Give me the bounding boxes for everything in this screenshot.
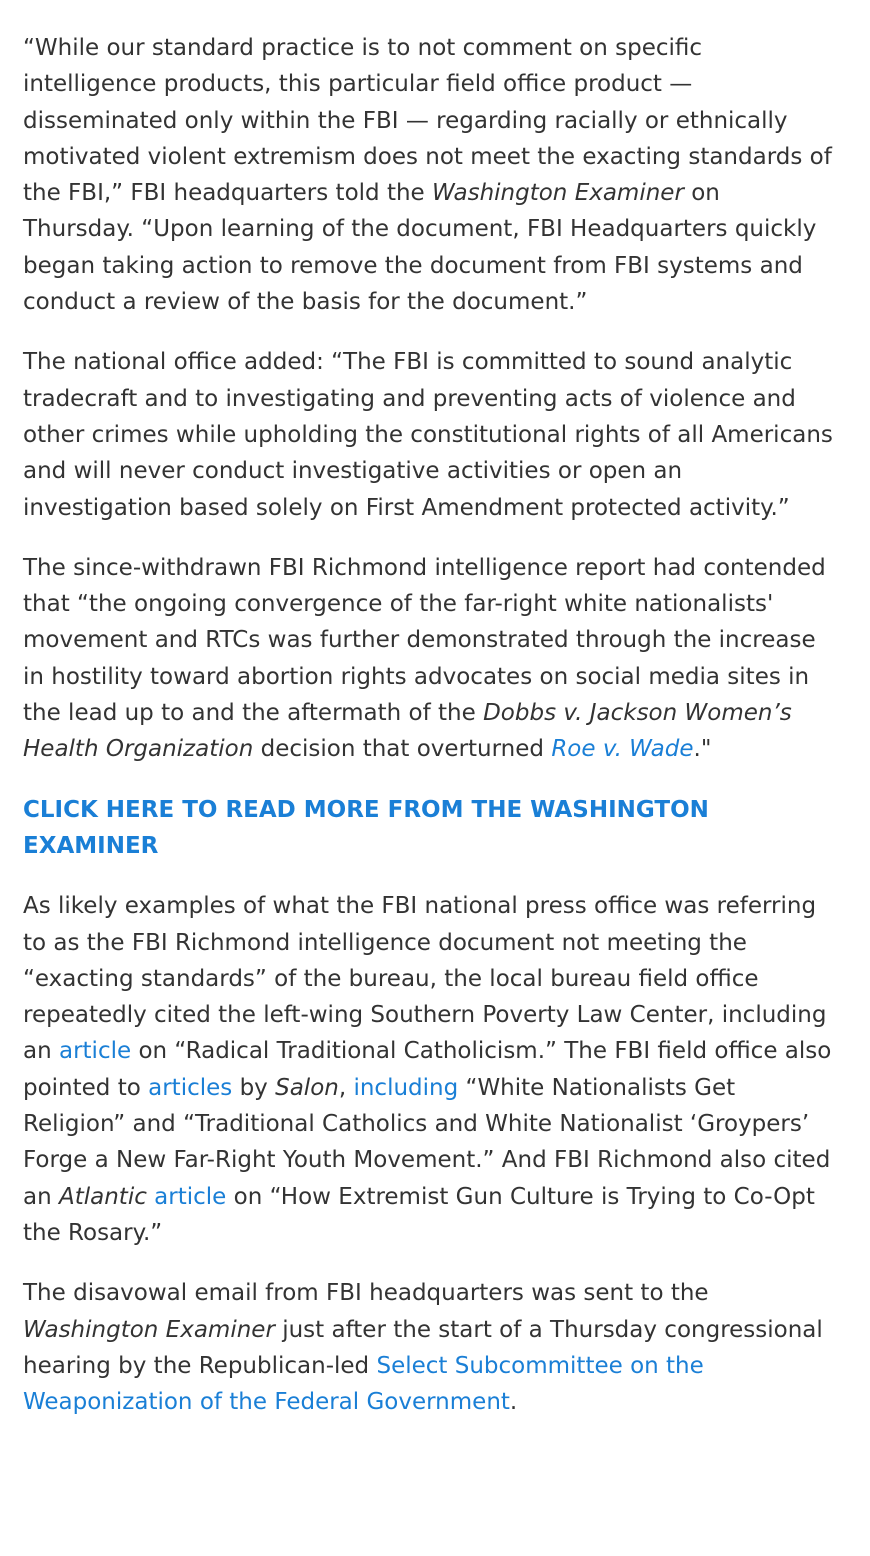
roe-v-wade-link-text: Roe v. Wade [551, 736, 694, 763]
publication-name: Washington Examiner [432, 180, 684, 207]
text-span: “While our standard practice is to not comment on specific intelligence products, this particular field office product — disseminated only within the FBI — regarding racially or ethnically motivated violent extremism does not meet the exacting standards of the FBI,” FBI headquarters told the [23, 35, 832, 207]
text-span: by [232, 1074, 276, 1101]
publication-name: Atlantic [58, 1183, 147, 1210]
select-subcommittee-link[interactable]: Select Subcommittee on the Weaponization of the Federal Government [23, 1352, 704, 1416]
text-span: just after the start of a Thursday congressional hearing by the Republican-led [23, 1316, 823, 1379]
text-span: decision that overturned [253, 736, 552, 763]
paragraph-fbi-statement [23, 30, 836, 320]
case-name: Dobbs v. Jackson Women’s Health Organization [23, 700, 792, 763]
text-span: , [338, 1074, 354, 1101]
paragraph-disavowal [23, 1275, 836, 1420]
text-span: The national office added: “The FBI is committed to sound analytic tradecraft and to investigating and preventing acts of violence and other crimes while upholding the constitutional rights of all Americans and will never conduct investigative activities or open an investigation based solely on First Amendment protected activity.” [23, 349, 833, 521]
text-span: ." [693, 736, 712, 763]
text-span: “White Nationalists Get Religion” and “Traditional Catholics and White Nationalist ‘Groypers’ Forge a New Far-Right Youth Movement.” And FBI Richmond also cited an [23, 1074, 831, 1210]
paragraph-cta [23, 792, 836, 865]
text-span: . [509, 1389, 518, 1416]
publication-name: Salon [275, 1074, 339, 1101]
text-span: on “How Extremist Gun Culture is Trying to Co-Opt the Rosary.” [23, 1183, 815, 1246]
roe-v-wade-link[interactable] [551, 736, 693, 762]
splc-article-link[interactable]: article [58, 1038, 132, 1065]
text-span: The since-withdrawn FBI Richmond intelligence report had contended that “the ongoing convergence of the far-right white nationalists' movement and RTCs was further demonstrated through the increase in hostility toward abortion rights advocates on social media sites in the lead up to and the aftermath of the [23, 554, 826, 727]
publication-name: Washington Examiner [23, 1316, 275, 1343]
atlantic-article-link[interactable]: article [154, 1183, 227, 1210]
text-span: on “Radical Traditional Catholicism.” The FBI field office also pointed to [23, 1038, 832, 1101]
paragraph-examples [23, 888, 836, 1251]
text-span: The disavowal email from FBI headquarters was sent to the [23, 1280, 709, 1307]
text-span: As likely examples of what the FBI national press office was referring to as the FBI Richmond intelligence document not meeting the “exacting standards” of the bureau, the local bureau field office repeatedly cited the left-wing Southern Poverty Law Center, including an [23, 893, 827, 1065]
paragraph-national-office [23, 344, 836, 525]
paragraph-richmond-report [23, 550, 836, 768]
read-more-link[interactable]: CLICK HERE TO READ MORE FROM THE WASHINGTON EXAMINER [23, 796, 709, 859]
salon-articles-link[interactable]: articles [148, 1074, 233, 1101]
text-span: on Thursday. “Upon learning of the document, FBI Headquarters quickly began taking action to remove the document from FBI systems and conduct a review of the basis for the document.” [23, 180, 817, 316]
salon-including-link[interactable]: including [353, 1074, 459, 1101]
